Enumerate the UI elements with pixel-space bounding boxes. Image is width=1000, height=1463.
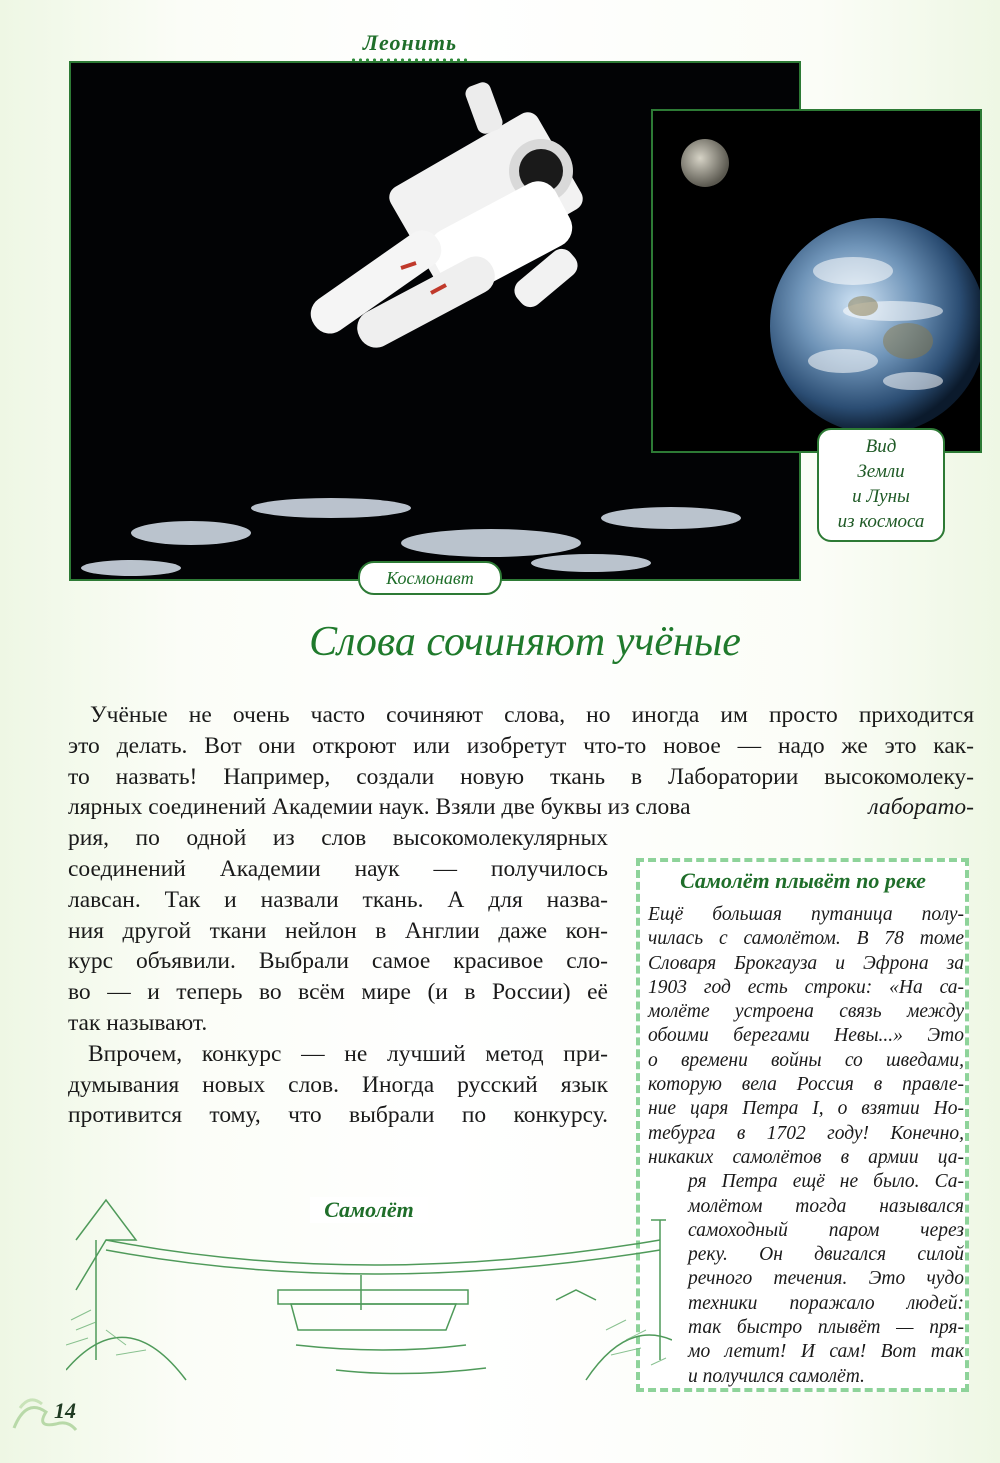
body-line: это делать. Вот они откроют или изобретут что-то новое — надо же это как- — [68, 732, 974, 759]
sidebar-title: Самолёт плывёт по реке — [680, 868, 926, 893]
astronaut-caption: Космонавт — [358, 561, 502, 595]
body-line: соединений Академии наук — получилось — [68, 855, 608, 882]
body-line: Впрочем, конкурс — не лучший метод при- — [88, 1040, 608, 1067]
body-line: то назвать! Например, создали новую ткань в Лаборатории высокомолеку- — [68, 763, 974, 790]
body-line: думывания новых слов. Иногда русский язык — [68, 1071, 608, 1098]
body-line: лавсан. Так и назвали ткань. А для назва- — [68, 886, 608, 913]
earth-caption: Вид Земли и Луны из космоса — [817, 428, 945, 542]
body-line: лярных соединений Академии наук. Взяли две буквы из слова лаборато- — [68, 794, 974, 821]
body-line: рия, по одной из слов высокомолекулярных — [68, 825, 608, 852]
sidebar-text: Ещё большая путаница полу- чилась с самолётом. В 78 томе Словаря Брокгауза и Эфрона за 1903 год есть строки: «На са- молёте устроена связь между обоими берегами Невы...» Это о времени войны со шведами, которую вела Россия в правле- ние царя Петра I, о взятии Но- тебурга в 1702 году! Конечно, никаких самолётов в армии ца- ря Петра ещё не было. Са- молётом тогда назывался самоходный паром через реку. Он двигался силой речного течения. Это чудо техники поражало людей: так быстро плывёт — пря- мо летит! И сам! Вот так и получился самолёт. — [648, 904, 964, 1387]
body-line: во — и теперь во всём мире (и в России) её — [68, 979, 608, 1006]
body-line: противится тому, что выбрали по конкурсу. — [68, 1102, 608, 1129]
top-label: Леонить — [362, 30, 458, 55]
illustration-label: Самолёт — [310, 1197, 428, 1223]
body-line: курс объявили. Выбрали самое красивое сло- — [68, 948, 608, 975]
page-number: 14 — [54, 1398, 76, 1423]
earth-moon-photo — [651, 109, 982, 453]
body-line: так называют. — [68, 1009, 208, 1036]
body-line: ния другой ткани нейлон в Англии даже кон- — [68, 917, 608, 944]
page-title: Слова сочиняют учёные — [309, 619, 741, 665]
body-line: Учёные не очень часто сочиняют слова, но иногда им просто приходится — [90, 702, 974, 728]
